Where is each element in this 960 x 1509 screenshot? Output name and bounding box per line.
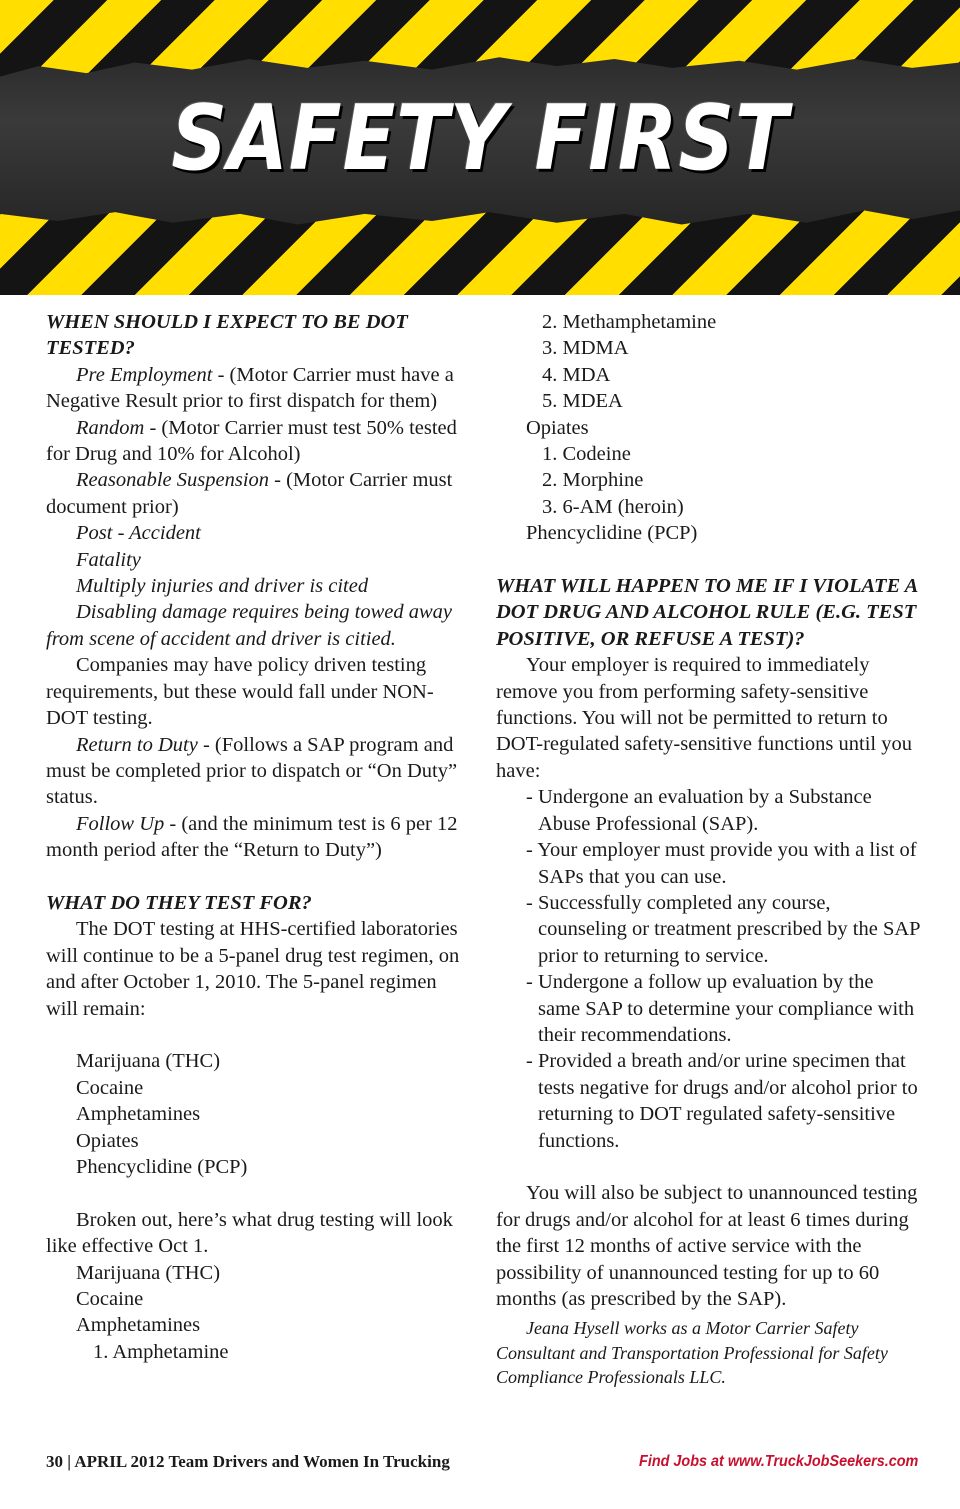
list-item: Marijuana (THC) xyxy=(76,1261,221,1284)
list-item: Amphetamines xyxy=(76,1103,201,1126)
opiate-sublist xyxy=(496,441,920,520)
list-item: Marijuana (THC) xyxy=(76,1050,221,1073)
employer-paragraph: Your employer is required to immediately remove you from performing safety-sensitive functions. You will not be permitted to return to DOT-regulated safety-sensitive functions until you have: xyxy=(496,654,912,782)
broken-out-paragraph: Broken out, here’s what drug testing will look like effective Oct 1. xyxy=(46,1208,453,1258)
list-item: - Undergone a follow up evaluation by the same SAP to determine your compliance with their recommendations. xyxy=(526,971,915,1046)
random-term: Random xyxy=(76,416,145,439)
list-item: Amphetamines xyxy=(76,1314,201,1337)
list-item: Cocaine xyxy=(76,1287,144,1310)
list-item: - Provided a breath and/or urine specimen that tests negative for drugs and/or alcohol prior to returning to DOT regulated safety-sensitive functions. xyxy=(526,1050,918,1152)
list-item: 1. Codeine xyxy=(542,443,631,466)
page-title: SAFETY FIRST xyxy=(171,86,789,191)
list-item: 1. Amphetamine xyxy=(93,1340,229,1363)
publication-name: Team Drivers and Women In Trucking xyxy=(168,1452,450,1471)
issue-date: APRIL 2012 xyxy=(74,1452,165,1471)
heading-what-test-for: WHAT DO THEY TEST FOR? xyxy=(46,891,312,914)
list-item: Phencyclidine (PCP) xyxy=(76,1155,248,1178)
breakout-list xyxy=(46,1260,468,1366)
fatality-item: Fatality xyxy=(76,548,141,571)
follow-up-text: - (and the minimum test is 6 per 12 month period after the “Return to Duty”) xyxy=(46,812,458,862)
follow-up-term: Follow Up xyxy=(76,812,165,835)
reasonable-item xyxy=(46,467,468,520)
companies-paragraph: Companies may have policy driven testing requirements, but these would fall under NON-DOT testing. xyxy=(46,654,434,730)
panel-list xyxy=(46,1048,468,1180)
list-item: Opiates xyxy=(526,416,589,439)
steps-list xyxy=(496,784,920,1154)
list-item: 3. MDMA xyxy=(542,337,629,360)
post-accident-item: Post - Accident xyxy=(76,522,201,545)
list-item: 3. 6-AM (heroin) xyxy=(542,495,684,518)
footer-folio xyxy=(46,1452,450,1472)
dot-testing-paragraph: The DOT testing at HHS-certified laboratories will continue to be a 5-panel drug test regimen, on and after October 1, 2010. The 5-panel regimen will remain: xyxy=(46,918,460,1020)
pre-employment-text: - (Motor Carrier must have a Negative Result prior to first dispatch for them) xyxy=(46,363,454,413)
injuries-item: Multiply injuries and driver is cited xyxy=(76,575,369,598)
right-column xyxy=(496,309,920,1390)
list-item: Cocaine xyxy=(76,1076,144,1099)
return-to-duty-item xyxy=(46,732,468,811)
return-to-duty-text: - (Follows a SAP program and must be completed prior to dispatch or “On Duty” status. xyxy=(46,733,458,809)
footer-separator: | xyxy=(67,1452,71,1471)
amphetamine-sublist xyxy=(496,309,920,415)
pre-employment-term: Pre Employment xyxy=(76,363,213,386)
list-item: - Successfully completed any course, counseling or treatment prescribed by the SAP prior to returning to service. xyxy=(526,891,920,967)
list-item: 5. MDEA xyxy=(542,390,623,413)
list-item: 2. Methamphetamine xyxy=(542,311,717,333)
reasonable-text: - (Motor Carrier must document prior) xyxy=(46,469,453,518)
heading-when-tested: WHEN SHOULD I EXPECT TO BE DOT TESTED? xyxy=(46,311,408,360)
jobs-link[interactable]: Find Jobs at www.TruckJobSeekers.com xyxy=(638,1453,918,1470)
list-item: Phencyclidine (PCP) xyxy=(526,522,698,545)
left-column xyxy=(46,309,468,1365)
pre-employment-item xyxy=(46,362,468,415)
random-text: - (Motor Carrier must test 50% tested for Drug and 10% for Alcohol) xyxy=(46,416,457,466)
header-banner xyxy=(0,0,960,295)
unannounced-paragraph: You will also be subject to unannounced testing for drugs and/or alcohol for at least 6 times during the first 12 months of active service with the possibility of unannounced testing for up to 60 months (as prescribed by the SAP). xyxy=(496,1182,918,1310)
follow-up-item xyxy=(46,811,468,864)
list-item: 4. MDA xyxy=(542,363,611,386)
list-item: - Your employer must provide you with a list of SAPs that you can use. xyxy=(526,839,917,888)
random-item xyxy=(46,415,468,468)
author-byline: Jeana Hysell works as a Motor Carrier Safety Consultant and Transportation Professional for Safety Compliance Professionals LLC. xyxy=(496,1318,888,1388)
reasonable-term: Reasonable Suspension xyxy=(76,469,270,492)
list-item: 2. Morphine xyxy=(542,469,644,492)
heading-violation: WHAT WILL HAPPEN TO ME IF I VIOLATE A DOT DRUG AND ALCOHOL RULE (E.G. TEST POSITIVE, OR REFUSE A TEST)? xyxy=(496,575,918,650)
page-number: 30 xyxy=(46,1452,63,1471)
return-to-duty-term: Return to Duty xyxy=(76,733,198,756)
disabling-item: Disabling damage requires being towed away from scene of accident and driver is citied. xyxy=(46,601,452,650)
list-item: Opiates xyxy=(76,1129,139,1152)
list-item: - Undergone an evaluation by a Substance Abuse Professional (SAP). xyxy=(526,786,872,835)
